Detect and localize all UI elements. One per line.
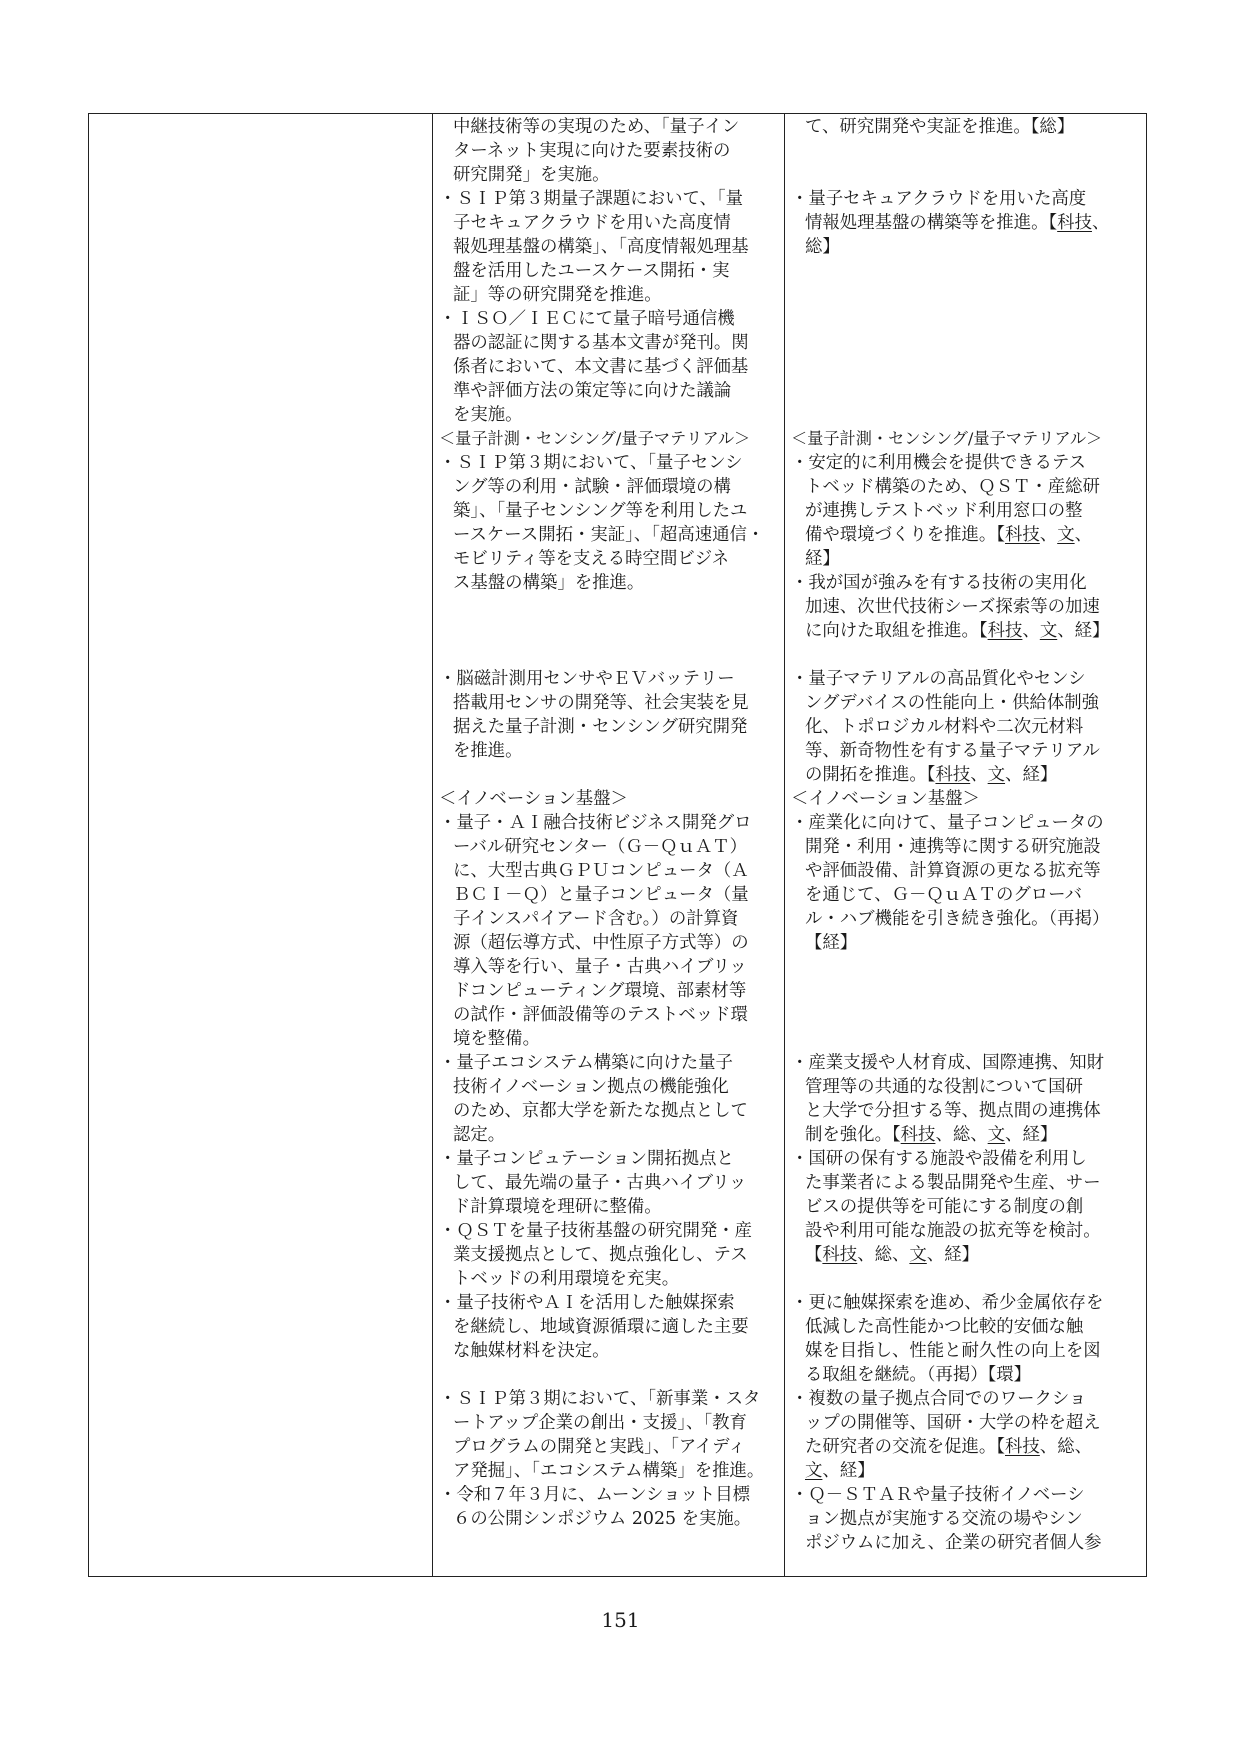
- middle-column-line: のため、京都大学を新たな拠点として: [453, 1101, 748, 1121]
- middle-column-line: 準や評価方法の策定等に向けた議論: [453, 381, 732, 401]
- plan-table: [88, 113, 1147, 1577]
- right-column-line: ・産業化に向けて、量子コンピュータの: [791, 813, 1104, 833]
- right-column-line: 情報処理基盤の構築等を推進。【科技、: [805, 213, 1110, 233]
- middle-column-line: 係者において、本文書に基づく評価基: [453, 357, 749, 377]
- right-column-line: 経】: [805, 549, 840, 569]
- middle-column-line: な触媒材料を決定。: [453, 1341, 610, 1361]
- right-column-line: と大学で分担する等、拠点間の連携体: [805, 1101, 1101, 1121]
- right-column-line: トベッド構築のため、ＱＳＴ・産総研: [805, 477, 1100, 497]
- column-divider: [432, 114, 433, 1576]
- middle-column-line: ＜イノベーション基盤＞: [439, 789, 628, 809]
- middle-column-line: ・量子・ＡＩ融合技術ビジネス開発グロ: [439, 813, 752, 833]
- right-column-line: や評価設備、計算資源の更なる拡充等: [805, 861, 1101, 881]
- right-column-line: た研究者の交流を促進。【科技、総、: [805, 1437, 1092, 1457]
- middle-column-line: 証」等の研究開発を推進。: [453, 285, 662, 305]
- right-column-line: ・国研の保有する施設や設備を利用し: [791, 1149, 1087, 1169]
- middle-column-line: ・ＳＩＰ第３期において、「量子センシ: [439, 453, 743, 473]
- right-column-line: 化、トポロジカル材料や二次元材料: [805, 717, 1084, 737]
- middle-column-line: ーバル研究センター（Ｇ－ＱｕＡＴ）: [453, 837, 748, 857]
- middle-column-line: ＢＣＩ－Ｑ）と量子コンピュータ（量: [453, 885, 749, 905]
- middle-column-line: ド計算環境を理研に整備。: [453, 1197, 662, 1217]
- middle-column-line: して、最先端の量子・古典ハイブリッ: [453, 1173, 747, 1193]
- right-column-line: ビスの提供等を可能にする制度の創: [805, 1197, 1084, 1217]
- right-column-line: ・複数の量子拠点合同でのワークショ: [791, 1389, 1087, 1409]
- right-column-line: 【科技、総、文、経】: [805, 1245, 979, 1265]
- middle-column-line: ・量子コンピュテーション開拓拠点と: [439, 1149, 734, 1169]
- right-column-line: 媒を目指し、性能と耐久性の向上を図: [805, 1341, 1101, 1361]
- right-column-line: の開拓を推進。【科技、文、経】: [805, 765, 1058, 785]
- middle-column-line: ・ＩＳＯ／ＩＥＣにて量子暗号通信機: [439, 309, 735, 329]
- middle-column-line: トベッドの利用環境を充実。: [453, 1269, 680, 1289]
- middle-column-line: 認定。: [453, 1125, 506, 1145]
- middle-column-line: の試作・評価設備等のテストベッド環: [453, 1005, 748, 1025]
- right-column-line: 低減した高性能かつ比較的安価な触: [805, 1317, 1084, 1337]
- right-column-line: ・我が国が強みを有する技術の実用化: [791, 573, 1087, 593]
- middle-column-line: 盤を活用したユースケース開拓・実: [453, 261, 730, 281]
- right-column-line: る取組を継続。（再掲）【環】: [805, 1365, 1032, 1385]
- middle-column-line: 境を整備。: [453, 1029, 540, 1049]
- right-column-line: ップの開催等、国研・大学の枠を超え: [805, 1413, 1101, 1433]
- right-column-line: ＜量子計測・センシング/量子マテリアル＞: [791, 429, 1103, 448]
- right-column-line: 等、新奇物性を有する量子マテリアル: [805, 741, 1100, 761]
- right-column-line: を通じて、Ｇ－ＱｕＡＴのグローバ: [805, 885, 1083, 905]
- right-column-line: が連携しテストベッド利用窓口の整: [805, 501, 1083, 521]
- middle-column-line: ・量子エコシステム構築に向けた量子: [439, 1053, 733, 1073]
- middle-column-line: ング等の利用・試験・評価環境の構: [453, 477, 731, 497]
- right-column-line: 開発・利用・連携等に関する研究施設: [805, 837, 1101, 857]
- middle-column-line: プログラムの開発と実践」、「アイディ: [453, 1437, 746, 1457]
- middle-column-line: ・ＳＩＰ第３期において、「新事業・スタ: [439, 1389, 761, 1409]
- right-column-line: ル・ハブ機能を引き続き強化。（再掲）: [805, 909, 1110, 929]
- right-column-line: ・量子マテリアルの高品質化やセンシ: [791, 669, 1086, 689]
- middle-column-line: を推進。: [453, 741, 523, 761]
- middle-column-line: 源（超伝導方式、中性原子方式等）の: [453, 933, 749, 953]
- middle-column-line: ア発掘」、「エコシステム構築」を推進。: [453, 1461, 765, 1481]
- middle-column-line: 搭載用センサの開発等、社会実装を見: [453, 693, 749, 713]
- right-column-line: ポジウムに加え、企業の研究者個人参: [805, 1533, 1102, 1553]
- middle-column-line: に、大型古典ＧＰＵコンピュータ（Ａ: [453, 861, 749, 881]
- right-column-line: 文、経】: [805, 1461, 875, 1481]
- middle-column-line: ・量子技術やＡＩを活用した触媒探索: [439, 1293, 735, 1313]
- middle-column-line: ドコンピューティング環境、部素材等: [453, 981, 747, 1001]
- middle-column-line: を実施。: [453, 405, 523, 425]
- middle-column-line: モビリティ等を支える時空間ビジネ: [453, 549, 729, 569]
- middle-column-line: を継続し、地域資源循環に適した主要: [453, 1317, 749, 1337]
- right-column-line: 管理等の共通的な役割について国研: [805, 1077, 1083, 1097]
- right-column-line: ョン拠点が実施する交流の場やシン: [805, 1509, 1083, 1529]
- middle-column-line: 据えた量子計測・センシング研究開発: [453, 717, 748, 737]
- right-column-line: ・更に触媒探索を進め、希少金属依存を: [791, 1293, 1104, 1313]
- right-column-line: 加速、次世代技術シーズ探索等の加速: [805, 597, 1100, 617]
- right-column-line: 【経】: [805, 933, 858, 953]
- right-column-line: に向けた取組を推進。【科技、文、経】: [805, 621, 1110, 641]
- middle-column-line: 研究開発」を実施。: [453, 165, 610, 185]
- middle-column-line: ターネット実現に向けた要素技術の: [453, 141, 731, 161]
- middle-column-line: ートアップ企業の創出・支援」、「教育: [453, 1413, 747, 1433]
- middle-column-line: ・ＳＩＰ第３期量子課題において、「量: [439, 189, 743, 209]
- right-column-line: ・Ｑ－ＳＴＡＲや量子技術イノベーシ: [791, 1485, 1085, 1505]
- right-column-line: た事業者による製品開発や生産、サー: [805, 1173, 1101, 1193]
- middle-column-line: ・令和７年３月に、ムーンショット目標: [439, 1485, 751, 1505]
- middle-column-line: ・脳磁計測用センサやＥＶバッテリー: [439, 669, 735, 689]
- middle-column-line: 業支援拠点として、拠点強化し、テス: [453, 1245, 748, 1265]
- middle-column-line: 築」、「量子センシング等を利用したユ: [453, 501, 748, 521]
- right-column-line: ＜イノベーション基盤＞: [791, 789, 980, 809]
- middle-column-line: 報処理基盤の構築」、「高度情報処理基: [453, 237, 749, 257]
- right-column-line: 備や環境づくりを推進。【科技、文、: [805, 525, 1093, 545]
- middle-column-line: ・ＱＳＴを量子技術基盤の研究開発・産: [439, 1221, 753, 1241]
- right-column-line: ・量子セキュアクラウドを用いた高度: [791, 189, 1087, 209]
- right-column-line: 設や利用可能な施設の拡充等を検討。: [805, 1221, 1101, 1241]
- middle-column-line: 器の認証に関する基本文書が発刊。関: [453, 333, 749, 353]
- middle-column-line: 子セキュアクラウドを用いた高度情: [453, 213, 731, 233]
- middle-column-line: ースケース開拓・実証」、「超高速通信・: [453, 525, 765, 545]
- middle-column-line: 中継技術等の実現のため、「量子イン: [453, 117, 740, 137]
- right-column-line: 総】: [805, 237, 840, 257]
- right-column-line: ングデバイスの性能向上・供給体制強: [805, 693, 1100, 713]
- middle-column-line: 導入等を行い、量子・古典ハイブリッ: [453, 957, 747, 977]
- middle-column-line: ６の公開シンポジウム 2025 を実施。: [453, 1509, 752, 1529]
- middle-column-line: 技術イノベーション拠点の機能強化: [453, 1077, 729, 1097]
- right-column-line: ・安定的に利用機会を提供できるテス: [791, 453, 1086, 473]
- column-divider: [784, 114, 785, 1576]
- right-column-line: ・産業支援や人材育成、国際連携、知財: [791, 1053, 1105, 1073]
- middle-column-line: ス基盤の構築」を推進。: [453, 573, 645, 593]
- right-column-line: て、研究開発や実証を推進。【総】: [805, 117, 1075, 137]
- page-number: 151: [601, 1608, 640, 1632]
- middle-column-line: 子インスパイアード含む。）の計算資: [453, 909, 739, 929]
- right-column-line: 制を強化。【科技、総、文、経】: [805, 1125, 1058, 1145]
- middle-column-line: ＜量子計測・センシング/量子マテリアル＞: [439, 429, 751, 448]
